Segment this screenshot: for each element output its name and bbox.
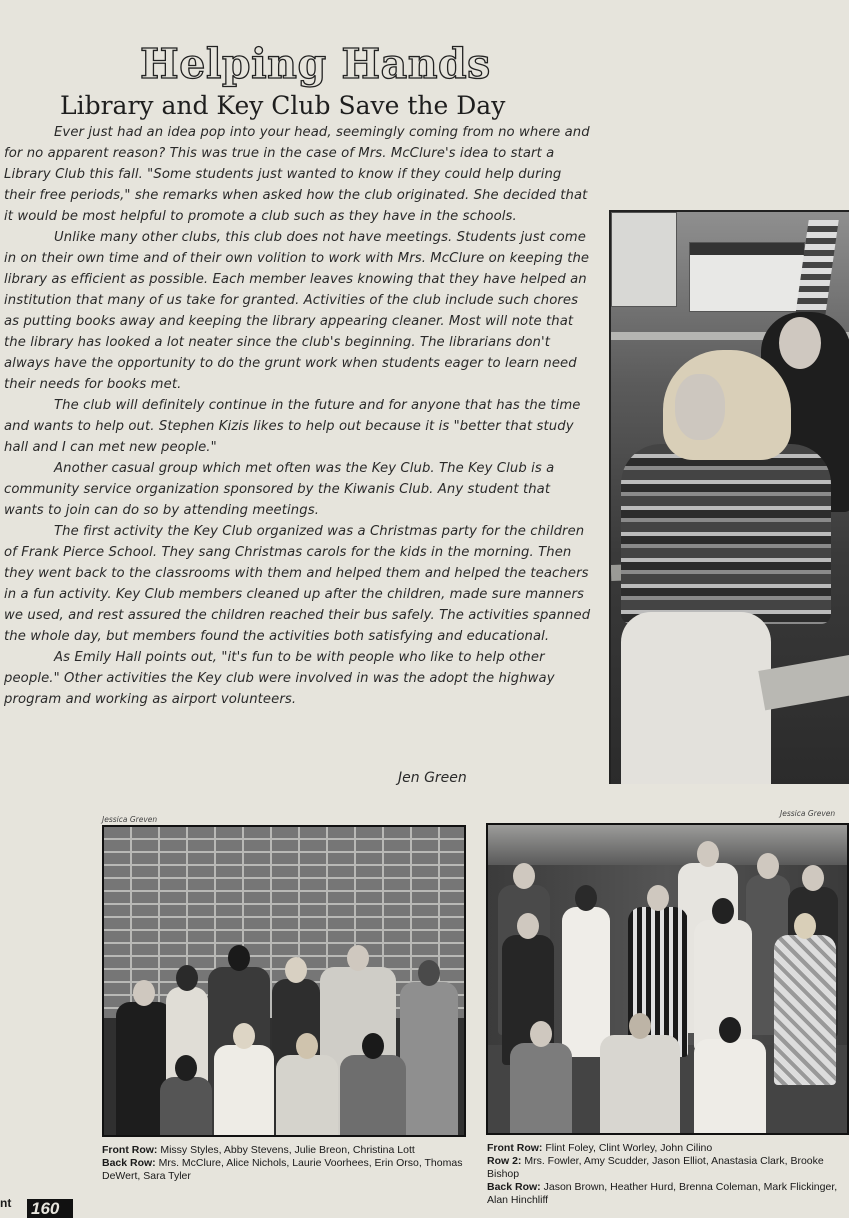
caption-names: Jason Brown, Heather Hurd, Brenna Coleman, Mark Flickinger, Alan Hinchliff xyxy=(487,1181,838,1206)
student-pants-shape xyxy=(621,612,771,784)
background-student-head xyxy=(779,317,821,369)
right-photo-caption xyxy=(487,1142,847,1207)
person-shape xyxy=(214,1045,274,1137)
person-shape xyxy=(600,1035,680,1135)
article-byline: Jen Green xyxy=(398,770,467,786)
caption-row-label: Front Row: xyxy=(102,1144,158,1156)
student-face-shape xyxy=(675,374,725,440)
caption-row-label: Back Row: xyxy=(102,1157,156,1169)
caption-names: Missy Styles, Abby Stevens, Julie Breon, Christina Lott xyxy=(160,1144,415,1156)
page-subtitle: Library and Key Club Save the Day xyxy=(60,91,506,120)
photo-credit: Jessica Greven xyxy=(780,809,836,818)
article-paragraph: Unlike many other clubs, this club does not have meetings. Students just come in on their own time and of their own volition to work with Mrs. McClure on keeping the library as efficient as possible. Each member leaves knowing that they have helped an institution that many of us take for granted. Activities of the club include such chores as putting books away and keeping the library appearing cleaner. Most will note that the library has looked a lot neater since the club's beginning. The librarians don't always have the opportunity to do the grunt work when students eager to learn need their needs for books met. xyxy=(4,230,590,392)
person-shape xyxy=(774,935,836,1085)
photo-box-shape xyxy=(611,212,677,307)
article-paragraph: The first activity the Key Club organized was a Christmas party for the children of Frank Pierce School. They sang Christmas carols for the kids in the morning. Then they went back to the classrooms with them and helped them and helped the teachers in a fun activity. Key Club members cleaned up after the children, made sure manners we used, and rest assured the children reached their bus safely. The activities spanned the whole day, but members found the activities both satisfying and educational. xyxy=(4,524,591,644)
caption-names: Flint Foley, Clint Worley, John Cilino xyxy=(545,1142,713,1154)
person-shape xyxy=(276,1055,338,1137)
student-sweater-shape xyxy=(621,444,831,624)
person-shape xyxy=(160,1077,212,1137)
page-number: 160 xyxy=(27,1199,73,1218)
library-club-photo xyxy=(609,210,849,784)
article-paragraph: Ever just had an idea pop into your head, seemingly coming from no where and for no apparent reason? This was true in the case of Mrs. McClure's idea to start a Library Club this fall. "Some students just wanted to know if they could help during their free periods," she remarks when asked how the club originated. She decided that it would be most helpful to promote a club such as they have in the schools. xyxy=(4,125,590,224)
person-shape xyxy=(562,907,610,1057)
page-title: Helping Hands xyxy=(140,40,491,88)
caption-names: Mrs. Fowler, Amy Scudder, Jason Elliot, Anastasia Clark, Brooke Bishop xyxy=(487,1155,824,1180)
person-shape xyxy=(400,982,458,1137)
photo-credit: Jessica Greven xyxy=(102,815,158,824)
key-club-group-photo xyxy=(486,823,849,1135)
article-paragraph: As Emily Hall points out, "it's fun to be with people who like to help other people." Other activities the Key club were involved in was the adopt the highway program and working as airport volunteers. xyxy=(4,650,555,707)
article-body xyxy=(4,122,594,710)
caption-names: Mrs. McClure, Alice Nichols, Laurie Voorhees, Erin Orso, Thomas DeWert, Sara Tyler xyxy=(102,1157,463,1182)
person-shape xyxy=(694,1039,766,1135)
person-shape xyxy=(340,1055,406,1137)
library-club-group-photo xyxy=(102,825,466,1137)
caption-row-label: Back Row: xyxy=(487,1181,541,1193)
article-paragraph: The club will definitely continue in the future and for anyone that has the time and wants to help out. Stephen Kizis likes to help out because it is "better that study hall and I can met new people." xyxy=(4,398,581,455)
desk-shape xyxy=(758,654,849,711)
photo-box-shape xyxy=(689,242,805,312)
person-shape xyxy=(510,1043,572,1135)
caption-row-label: Front Row: xyxy=(487,1142,543,1154)
left-photo-caption xyxy=(102,1144,472,1183)
caption-row-label: Row 2: xyxy=(487,1155,522,1167)
ceiling-shape xyxy=(488,825,847,865)
section-label-fragment: nt xyxy=(0,1196,12,1210)
article-paragraph: Another casual group which met often was the Key Club. The Key Club is a community service organization sponsored by the Kiwanis Club. Any student that wants to join can do so by attending meetings. xyxy=(4,461,555,518)
